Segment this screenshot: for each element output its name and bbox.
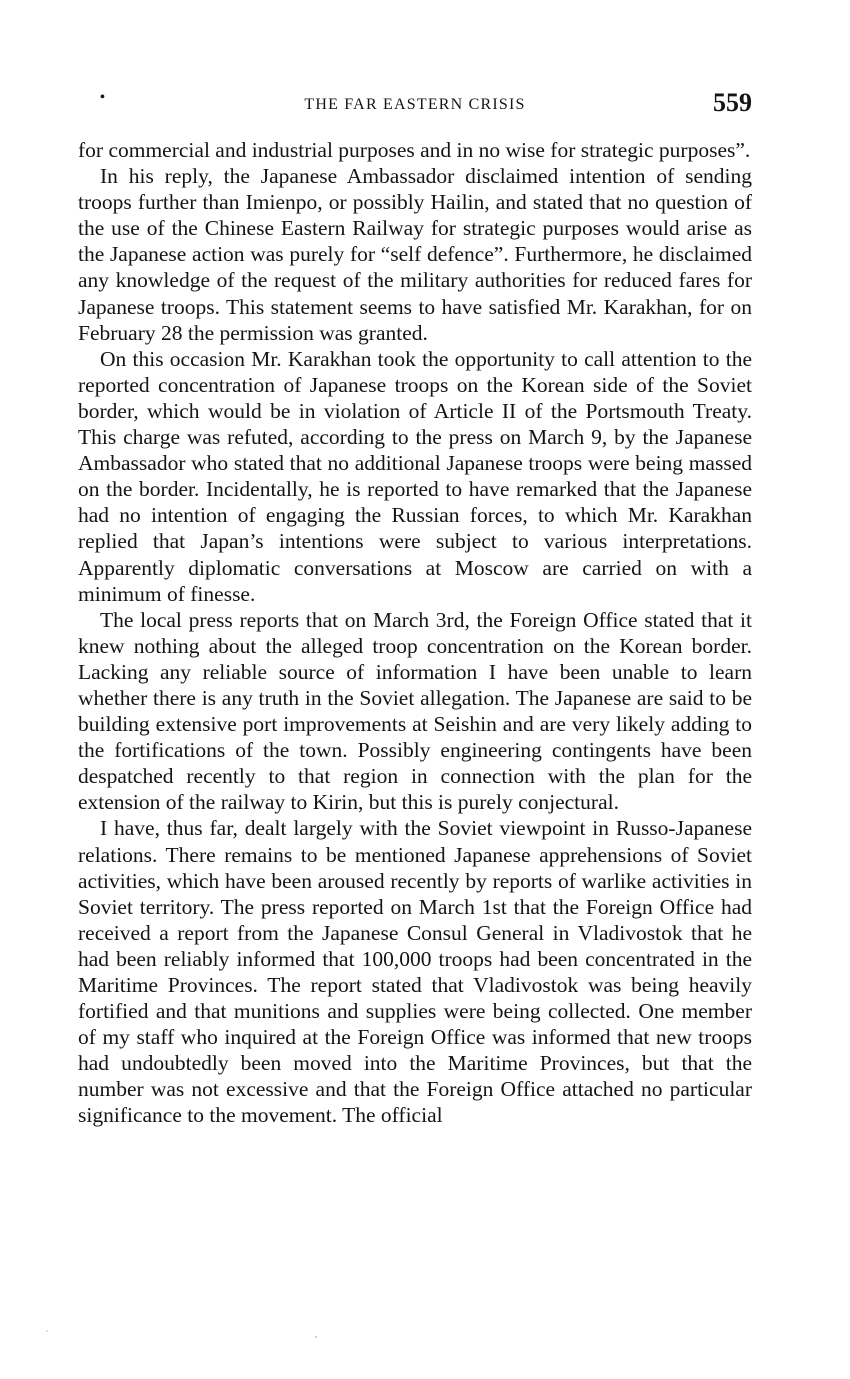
paragraph: In his reply, the Japanese Ambassador disclaimed intention of sending troops further than Imienpo, or possibly Hailin, and stated that no question of the use of the Chinese Eastern Railway for strategic purposes would arise as the Japanese action was purely for “self defence”. Furthermore, he disclaimed any knowledge of the request of the military authorities for reduced fares for Japanese troops. This statement seems to have satisfied Mr. Karakhan, for on February 28 the permission was granted. xyxy=(78,164,752,345)
paragraph: On this occasion Mr. Karakhan took the opportunity to call attention to the reported concentration of Japanese troops on the Korean side of the Soviet border, which would be in violation of Article II of the Portsmouth Treaty. This charge was refuted, according to the press on March 9, by the Japanese Ambassador who stated that no additional Japanese troops were being massed on the border. Incidentally, he is reported to have remarked that the Japanese had no intention of engaging the Russian forces, to which Mr. Karakhan replied that Japan’s intentions were subject to various interpretations. Apparently diplomatic conversations at Moscow are carried on with a minimum of finesse. xyxy=(78,346,752,606)
paragraph: The local press reports that on March 3rd, the Foreign Office stated that it knew nothing about the alleged troop concentration on the Korean border. Lacking any reliable source of information I have been unable to learn whether there is any truth in the Soviet allegation. The Japanese are said to be building extensive port improvements at Seishin and are very likely adding to the fortifications of the town. Possibly engineering contingents have been despatched recently to that region in connection with the plan for the extension of the railway to Kirin, but this is purely conjectural. xyxy=(78,607,752,815)
header-mark: • xyxy=(100,90,105,105)
paragraph: I have, thus far, dealt largely with the Soviet viewpoint in Russo-Japanese relations. There remains to be mentioned Japanese apprehensions of Soviet activities, which have been aroused recently by reports of warlike activities in Soviet territory. The press reported on March 1st that the Foreign Office had received a report from the Japanese Consul General in Vladivostok that he had been reliably informed that 100,000 troops had been concentrated in the Maritime Provinces. The report stated that Vladivostok was being heavily fortified and that munitions and supplies were being collected. One member of my staff who inquired at the Foreign Office was informed that new troops had undoubtedly been moved into the Maritime Provinces, but that the number was not excessive and that the Foreign Office attached no particular significance to the movement. The official xyxy=(78,816,752,1128)
paragraph-continuation: for commercial and industrial purposes and in no wise for strategic purposes”. xyxy=(78,138,751,162)
page-number: 559 xyxy=(713,88,752,117)
running-title: THE FAR EASTERN CRISIS xyxy=(304,96,526,113)
scan-speck xyxy=(315,1336,317,1338)
body-text xyxy=(78,137,752,1129)
scan-speck xyxy=(46,1330,48,1332)
running-header xyxy=(78,88,752,124)
